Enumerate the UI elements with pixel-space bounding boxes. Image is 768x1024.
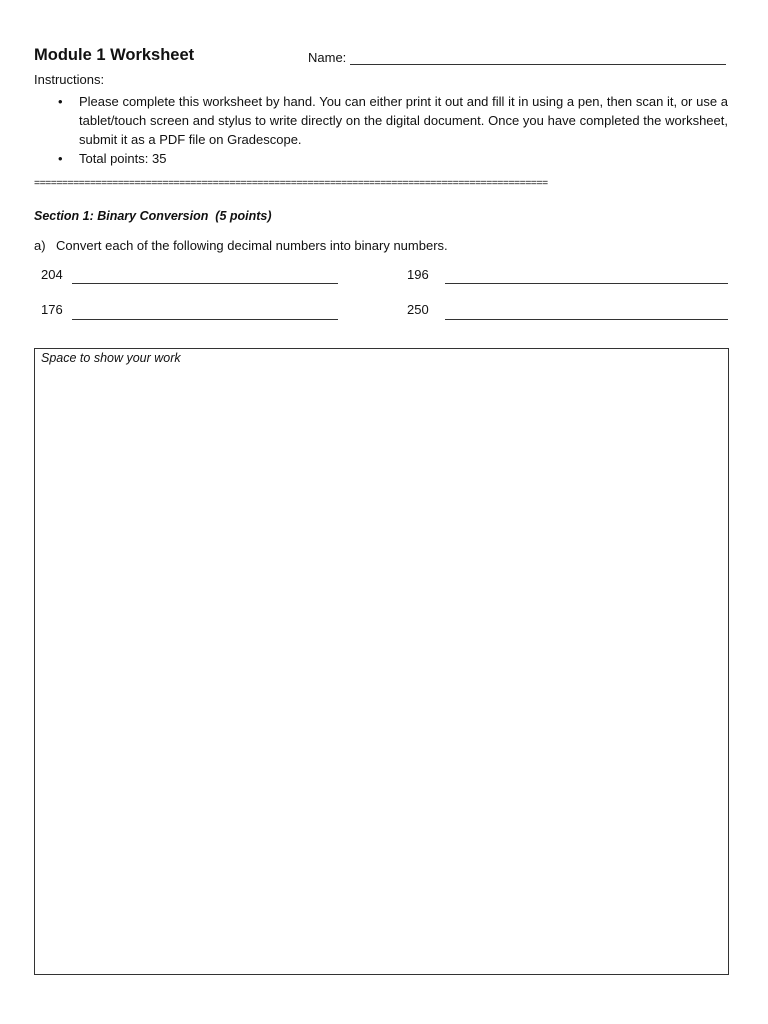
instruction-item: • Total points: 35: [79, 149, 728, 168]
worksheet-title: Module 1 Worksheet: [34, 46, 195, 64]
decimal-number: 204: [41, 267, 63, 282]
work-space-box[interactable]: [34, 348, 729, 975]
answer-line[interactable]: [72, 319, 338, 320]
section-separator: ============================================================================================: [34, 177, 548, 189]
answer-line[interactable]: [72, 283, 338, 284]
name-blank-line[interactable]: [350, 51, 726, 65]
answer-line[interactable]: [445, 319, 728, 320]
decimal-number: 250: [407, 302, 429, 317]
name-label: Name:: [308, 50, 347, 65]
instructions-list: [79, 92, 728, 168]
section-title: Section 1: Binary Conversion (5 points): [34, 209, 272, 223]
name-field: [308, 50, 726, 65]
instructions-label: Instructions:: [34, 72, 105, 87]
decimal-number: 196: [407, 267, 429, 282]
question-letter: a): [34, 238, 46, 253]
question-text: Convert each of the following decimal numbers into binary numbers.: [56, 238, 448, 253]
decimal-number: 176: [41, 302, 63, 317]
work-space-label: Space to show your work: [41, 351, 181, 365]
answer-line[interactable]: [445, 283, 728, 284]
question-a: [34, 238, 448, 253]
instruction-item: • Please complete this worksheet by hand. You can either print it out and fill it in using a pen, then scan it, or use a tablet/touch screen and stylus to write directly on the digital document. Once you have completed the worksheet, submit it as a PDF file on Gradescope.: [79, 92, 728, 149]
